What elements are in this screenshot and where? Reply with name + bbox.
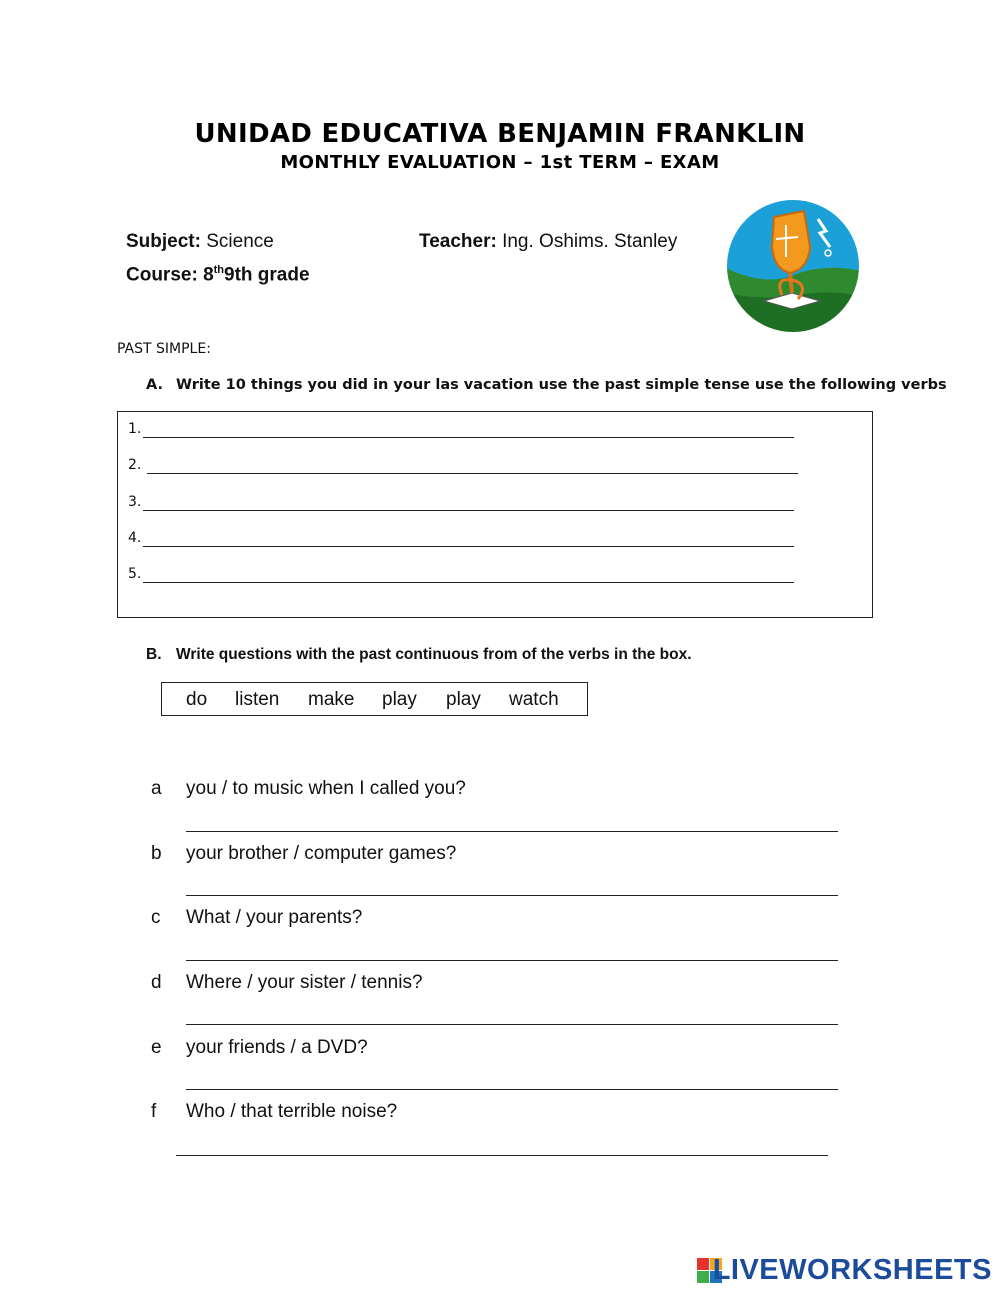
verb-word: do bbox=[186, 689, 208, 710]
part-b-letter: B. bbox=[146, 646, 162, 663]
section-label: PAST SIMPLE: bbox=[117, 341, 211, 357]
subject-field bbox=[126, 231, 274, 253]
part-b-text: Write questions with the past continuous from of the verbs in the box. bbox=[176, 646, 692, 663]
answer-underline-1[interactable] bbox=[143, 437, 794, 438]
answer-line-4[interactable] bbox=[128, 530, 141, 546]
subject-value: Science bbox=[206, 231, 274, 252]
part-b-instruction bbox=[146, 646, 692, 664]
answer-line-number: 3. bbox=[128, 494, 142, 510]
question-letter: e bbox=[151, 1037, 162, 1058]
answer-underline-3[interactable] bbox=[143, 510, 794, 511]
answer-line-number: 2. bbox=[128, 457, 142, 473]
question-answer-line[interactable] bbox=[176, 1155, 828, 1156]
course-superscript: th bbox=[213, 264, 225, 276]
answer-underline-2[interactable] bbox=[147, 473, 798, 474]
question-text: your friends / a DVD? bbox=[186, 1037, 368, 1058]
part-a-instruction bbox=[146, 377, 947, 393]
teacher-label: Teacher: bbox=[419, 231, 497, 252]
school-logo bbox=[724, 197, 862, 335]
answer-underline-5[interactable] bbox=[143, 582, 794, 583]
liveworksheets-brand[interactable]: LIVEWORKSHEETS bbox=[712, 1254, 992, 1286]
verb-word: listen bbox=[235, 689, 280, 710]
question-letter: f bbox=[151, 1101, 157, 1122]
verb-word: watch bbox=[509, 689, 559, 710]
question-answer-line[interactable] bbox=[186, 831, 838, 832]
course-value: 9th grade bbox=[224, 264, 310, 286]
question-answer-line[interactable] bbox=[186, 1024, 838, 1025]
verb-box bbox=[161, 682, 588, 716]
answer-line-2[interactable] bbox=[128, 457, 141, 473]
answer-line-3[interactable] bbox=[128, 494, 141, 510]
question-answer-line[interactable] bbox=[186, 895, 838, 896]
teacher-value: Ing. Oshims. Stanley bbox=[502, 231, 678, 252]
question-text: Where / your sister / tennis? bbox=[186, 972, 423, 993]
question-letter: b bbox=[151, 843, 162, 864]
question-text: Who / that terrible noise? bbox=[186, 1101, 398, 1122]
question-answer-line[interactable] bbox=[186, 960, 838, 961]
answer-line-number: 4. bbox=[128, 530, 142, 546]
answer-line-number: 5. bbox=[128, 566, 142, 582]
part-a-answer-box bbox=[117, 411, 873, 618]
question-text: your brother / computer games? bbox=[186, 843, 457, 864]
question-letter: c bbox=[151, 907, 161, 928]
verb-word: make bbox=[308, 689, 355, 710]
question-letter: a bbox=[151, 778, 162, 799]
subject-label: Subject: bbox=[126, 231, 201, 252]
school-title: UNIDAD EDUCATIVA BENJAMIN FRANKLIN bbox=[194, 119, 806, 149]
part-a-letter: A. bbox=[146, 377, 163, 393]
answer-line-number: 1. bbox=[128, 421, 142, 437]
answer-line-1[interactable] bbox=[128, 421, 141, 437]
course-label: Course: 8 bbox=[126, 264, 214, 286]
teacher-field bbox=[419, 231, 677, 253]
question-text: What / your parents? bbox=[186, 907, 363, 928]
verb-word: play bbox=[446, 689, 481, 710]
question-letter: d bbox=[151, 972, 162, 993]
question-answer-line[interactable] bbox=[186, 1089, 838, 1090]
exam-subtitle: MONTHLY EVALUATION – 1st TERM – EXAM bbox=[280, 152, 720, 173]
part-a-text: Write 10 things you did in your las vacation use the past simple tense use the following verbs bbox=[176, 377, 947, 393]
answer-line-5[interactable] bbox=[128, 566, 141, 582]
question-text: you / to music when I called you? bbox=[186, 778, 466, 799]
course-field bbox=[126, 264, 310, 286]
verb-word: play bbox=[382, 689, 417, 710]
answer-underline-4[interactable] bbox=[143, 546, 794, 547]
